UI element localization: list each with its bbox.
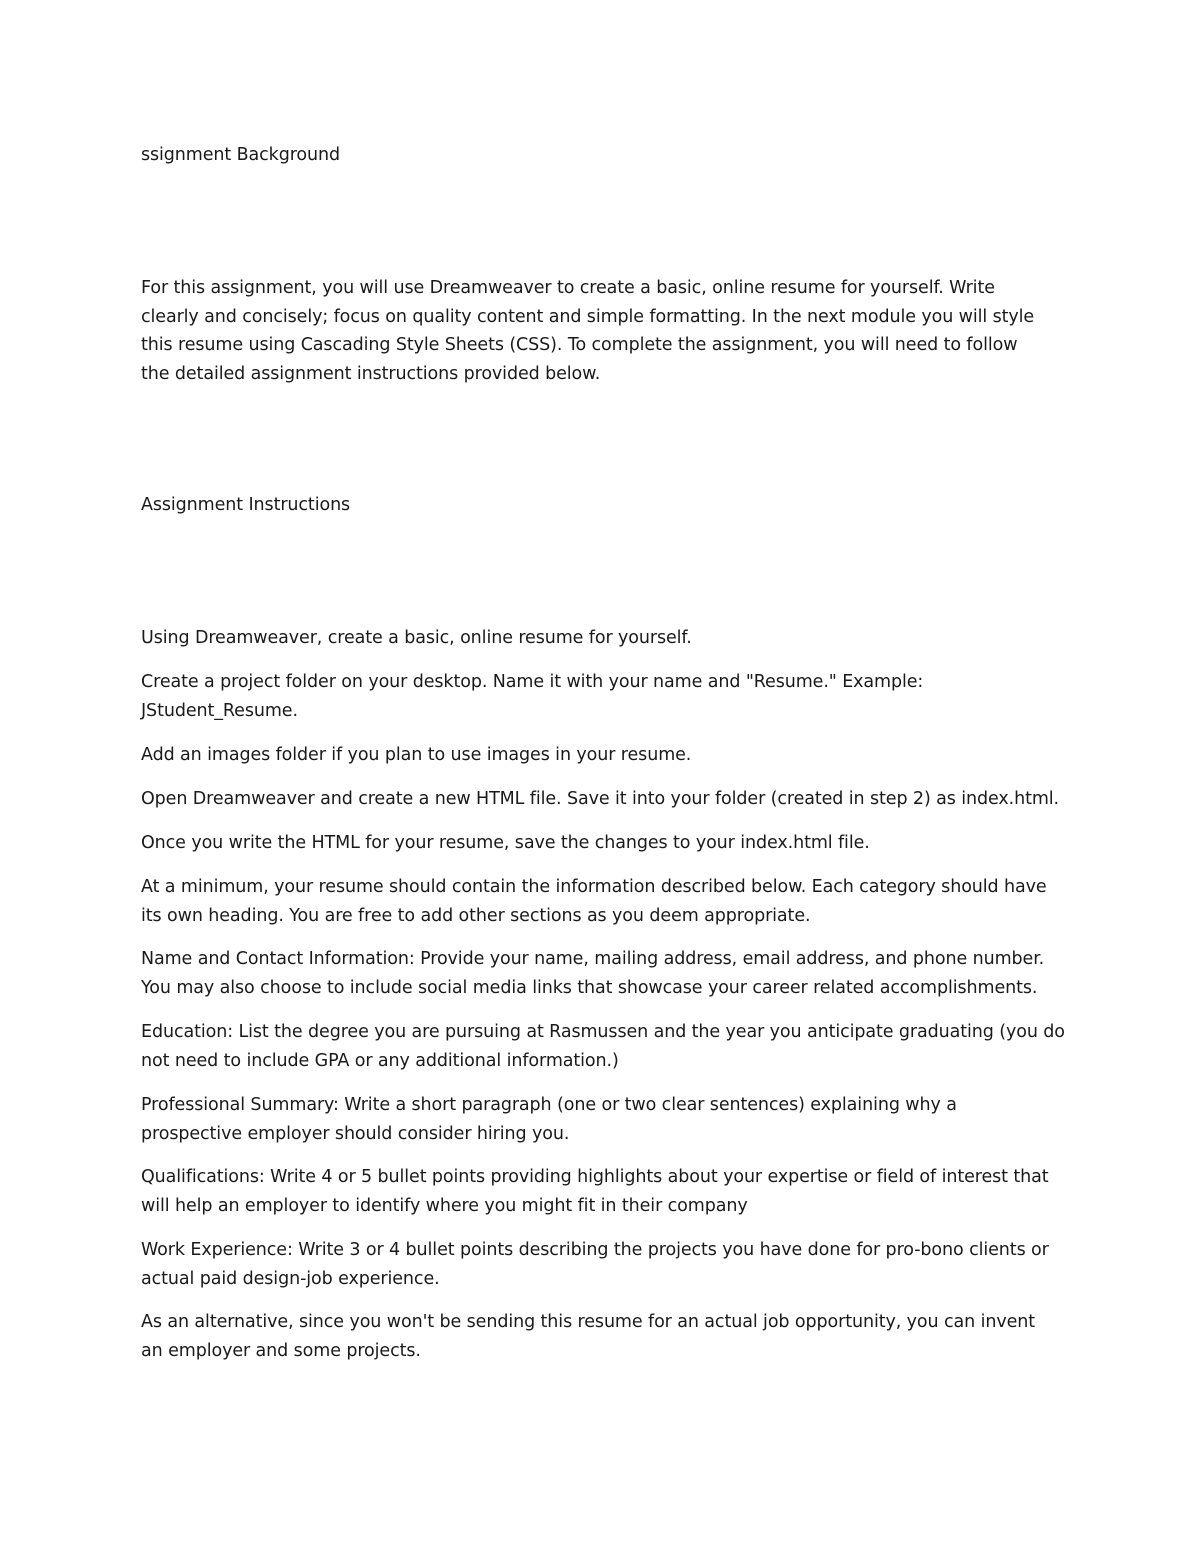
instruction-paragraph-11: Work Experience: Write 3 or 4 bullet points describing the projects you have done for pro-bono clients or actual paid design-job experience. [141, 1240, 1049, 1289]
instruction-paragraph-5: Once you write the HTML for your resume, save the changes to your index.html file. [141, 833, 870, 853]
instruction-paragraph-8: Education: List the degree you are pursuing at Rasmussen and the year you anticipate graduating (you do not need to include GPA or any additional information.) [141, 1022, 1065, 1071]
instruction-paragraph-4: Open Dreamweaver and create a new HTML file. Save it into your folder (created in step 2) as index.html. [141, 789, 1060, 809]
instruction-paragraph-6: At a minimum, your resume should contain the information described below. Each category should have its own heading. You are free to add other sections as you deem appropriate. [141, 877, 1047, 926]
heading-assignment-instructions: Assignment Instructions [141, 495, 351, 515]
instruction-paragraph-7: Name and Contact Information: Provide your name, mailing address, email address, and phone number. You may also choose to include social media links that showcase your career related accomplishments. [141, 949, 1045, 998]
instruction-paragraph-1: Using Dreamweaver, create a basic, online resume for yourself. [141, 628, 692, 648]
instruction-paragraph-9: Professional Summary: Write a short paragraph (one or two clear sentences) explaining why a prospective employer should consider hiring you. [141, 1095, 957, 1144]
intro-paragraph: For this assignment, you will use Dreamweaver to create a basic, online resume for yourself. Write clearly and concisely; focus on quality content and simple formatting. In the next module you will style this resume using Cascading Style Sheets (CSS). To complete the assignment, you will need to follow the detailed assignment instructions provided below. [141, 278, 1035, 384]
instruction-paragraph-2: Create a project folder on your desktop. Name it with your name and "Resume." Example: JStudent_Resume. [141, 672, 924, 721]
document-page [141, 0, 1071, 1553]
instruction-paragraph-3: Add an images folder if you plan to use images in your resume. [141, 745, 692, 765]
instruction-paragraph-10: Qualifications: Write 4 or 5 bullet points providing highlights about your expertise or field of interest that will help an employer to identify where you might fit in their company [141, 1167, 1049, 1216]
heading-assignment-background: ssignment Background [141, 145, 341, 165]
instruction-paragraph-12: As an alternative, since you won't be sending this resume for an actual job opportunity, you can invent an employer and some projects. [141, 1312, 1036, 1361]
